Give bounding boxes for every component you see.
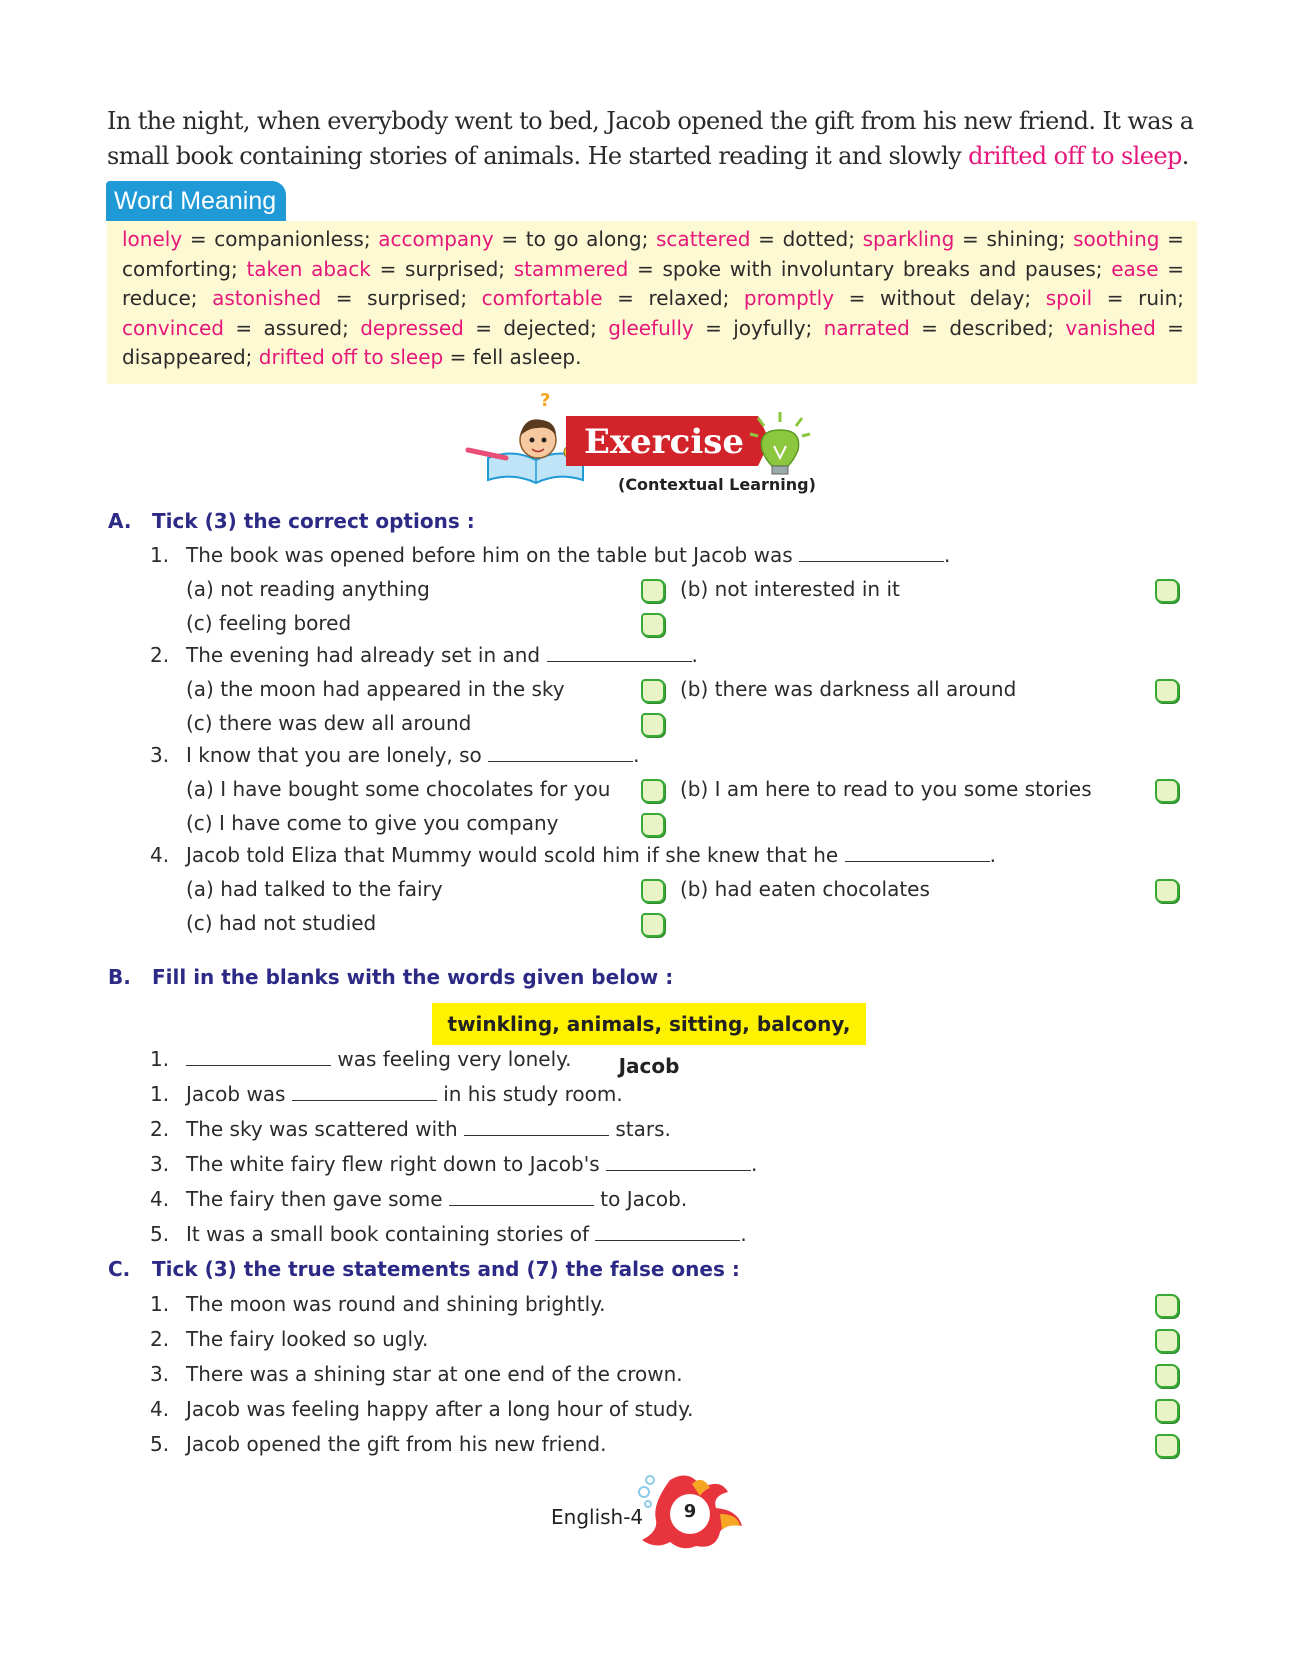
question-4 [150,843,996,867]
exercise-subtitle: (Contextual Learning) [618,475,816,494]
fill-item-5 [150,1187,687,1211]
statement-text: Jacob was feeling happy after a long hour of study. [186,1397,694,1421]
svg-text:?: ? [540,390,551,411]
answer-blank[interactable] [449,1191,594,1206]
section-a-heading [108,509,475,533]
word-meaning-word: scattered [656,227,751,251]
word-meaning-word: ease [1111,256,1159,281]
word-meaning-word: sparkling [862,227,955,251]
option-b: (b) there was darkness all around [680,677,1017,701]
word-meaning-definition: dotted [782,227,849,251]
statement-number: 4. [150,1397,170,1421]
option-b-checkbox[interactable] [1155,579,1179,603]
question-end: . [633,743,640,767]
option-b: (b) not interested in it [680,577,900,601]
item-text: It was a small book containing stories of [186,1222,596,1246]
word-meaning-definition: companionless [214,227,364,251]
option-c: (c) I have come to give you company [186,811,559,835]
statement-5 [150,1432,607,1456]
fill-item-3 [150,1117,671,1141]
word-meaning-definition: reduce [122,286,191,310]
word-meaning-word: comfortable [481,286,603,310]
answer-blank[interactable] [547,647,692,662]
section-b-title: Fill in the blanks with the words given below : [152,965,674,989]
question-number: 2. [150,643,170,667]
question-end: . [691,643,698,667]
true-false-checkbox[interactable] [1155,1434,1179,1458]
answer-blank[interactable] [292,1086,437,1101]
answer-blank[interactable] [464,1121,609,1136]
statement-3 [150,1362,683,1386]
word-meaning-definition: shining [986,227,1059,251]
word-meaning-title: Word Meaning [106,181,286,221]
question-text: I know that you are lonely, so [186,743,489,767]
word-meaning-word: spoil [1045,286,1093,310]
footer-book-label: English-4 [551,1505,644,1529]
statement-number: 3. [150,1362,170,1386]
item-number: 1. [150,1082,170,1106]
statement-number: 2. [150,1327,170,1351]
word-meaning-word: stammered [513,256,629,281]
statement-number: 1. [150,1292,170,1316]
statement-text: The fairy looked so ugly. [186,1327,429,1351]
option-b: (b) I am here to read to you some stories [680,777,1092,801]
word-meaning-word: accompany [378,227,494,251]
word-meaning-definition: fell asleep [472,345,576,369]
intro-highlight: drifted off to sleep [968,142,1182,170]
word-meaning-definition: described [949,315,1048,340]
answer-blank[interactable] [186,1051,331,1066]
question-text: The evening had already set in and [186,643,547,667]
page-number: 9 [683,1501,697,1522]
word-meaning-definition: to go along [525,227,642,251]
option-a: (a) the moon had appeared in the sky [186,677,565,701]
question-text: The book was opened before him on the table but Jacob was [186,543,799,567]
statement-4 [150,1397,693,1421]
section-c-letter: C. [108,1257,131,1281]
word-meaning-definition: assured [263,315,343,340]
item-text-after: was feeling very lonely. [331,1047,572,1071]
section-b-letter: B. [108,965,131,989]
true-false-checkbox[interactable] [1155,1329,1179,1353]
word-meaning-definition: comforting [122,256,231,281]
item-text-after: . [751,1152,758,1176]
option-a-checkbox[interactable] [641,579,665,603]
option-a-checkbox[interactable] [641,879,665,903]
statement-text: Jacob opened the gift from his new friend. [186,1432,607,1456]
option-c: (c) had not studied [186,911,377,935]
item-text: The sky was scattered with [186,1117,465,1141]
question-3 [150,743,640,767]
word-meaning-word: drifted off to sleep [258,345,444,369]
option-b: (b) had eaten chocolates [680,877,930,901]
section-c-title: Tick (3) the true statements and (7) the false ones : [152,1257,740,1281]
word-meaning-definition: without delay [879,286,1025,310]
word-meaning-list: lonely = companionless; accompany = to go along; scattered = dotted; sparkling = shining; soothing = comforting; taken aback = surprised; stammered = spoke with involuntary breaks and pauses; ease = reduce; astonished = surprised; comfortable = relaxed; promptly = without delay; spoil = ruin; convinced = assured; depressed = dejected; gleefully = joyfully; narrated = described; vanished = disappeared; drifted off to sleep = fell asleep. [122,227,1184,369]
statement-1 [150,1292,606,1316]
true-false-checkbox[interactable] [1155,1294,1179,1318]
word-meaning-word: astonished [212,286,322,310]
item-text-after: in his study room. [436,1082,623,1106]
option-b-checkbox[interactable] [1155,879,1179,903]
item-text-after: . [740,1222,747,1246]
item-number: 5. [150,1222,170,1246]
word-meaning-word: vanished [1065,315,1156,340]
section-c-heading [108,1257,740,1281]
option-a: (a) not reading anything [186,577,430,601]
question-text: Jacob told Eliza that Mummy would scold him if she knew that he [186,843,845,867]
exercise-title: Exercise [583,422,745,462]
statement-text: There was a shining star at one end of the crown. [186,1362,683,1386]
word-meaning-definition: surprised [405,256,499,281]
statement-2 [150,1327,428,1351]
question-1 [150,543,950,567]
item-number: 2. [150,1117,170,1141]
question-end: . [943,543,951,567]
fill-item-6 [150,1222,747,1246]
word-meaning-word: convinced [122,315,224,340]
answer-blank[interactable] [799,547,944,562]
answer-blank[interactable] [595,1226,740,1241]
intro-end: . [1181,142,1189,170]
option-a: (a) I have bought some chocolates for you [186,777,611,801]
option-b-checkbox[interactable] [1155,779,1179,803]
word-meaning-definition: joyfully [733,315,806,340]
word-meaning-word: taken aback [246,256,371,281]
item-text: The fairy then gave some [186,1187,449,1211]
fill-item-1 [150,1047,571,1071]
option-a-checkbox[interactable] [641,679,665,703]
word-meaning-word: lonely [122,227,183,251]
option-c-checkbox[interactable] [641,613,665,637]
option-a: (a) had talked to the fairy [186,877,443,901]
word-meaning-definition: relaxed [648,286,723,310]
question-number: 1. [150,543,170,567]
fill-item-4 [150,1152,757,1176]
item-number: 1. [150,1047,170,1071]
word-meaning-word: promptly [743,286,835,310]
statement-number: 5. [150,1432,170,1456]
statement-text: The moon was round and shining brightly. [186,1292,606,1316]
option-c-checkbox[interactable] [641,913,665,937]
option-c-checkbox[interactable] [641,813,665,837]
question-number: 3. [150,743,170,767]
option-c: (c) feeling bored [186,611,352,635]
option-c-checkbox[interactable] [641,713,665,737]
question-end: . [989,843,996,867]
option-a-checkbox[interactable] [641,779,665,803]
word-box: twinkling, animals, sitting, balcony, Jacob [432,1003,866,1045]
item-number: 4. [150,1187,170,1211]
option-c: (c) there was dew all around [186,711,472,735]
item-text-after: to Jacob. [593,1187,688,1211]
answer-blank[interactable] [488,747,633,762]
item-text: Jacob was [186,1082,292,1106]
word-meaning-word: depressed [360,315,464,340]
item-number: 3. [150,1152,170,1176]
section-a-title: Tick (3) the correct options : [152,509,475,533]
true-false-checkbox[interactable] [1155,1364,1179,1388]
section-a-letter: A. [108,509,132,533]
word-meaning-definition: dejected [503,315,591,340]
word-meaning-definition: ruin [1138,286,1178,310]
answer-blank[interactable] [606,1156,751,1171]
true-false-checkbox[interactable] [1155,1399,1179,1423]
word-meaning-word: narrated [823,315,910,340]
word-meaning-definition: surprised [367,286,461,310]
option-b-checkbox[interactable] [1155,679,1179,703]
intro-text: In the night, when everybody went to bed, Jacob opened the gift from his new friend. It was a small book containing stories of animals. He started reading it and slowly [107,107,1194,170]
intro-paragraph [107,104,1197,174]
answer-blank[interactable] [845,847,990,862]
item-text-after: stars. [609,1117,671,1141]
question-2 [150,643,698,667]
item-text: The white fairy flew right down to Jacob's [186,1152,606,1176]
word-meaning-word: soothing [1073,227,1160,251]
word-meaning-definition: spoke with involuntary breaks and pauses [662,256,1096,281]
question-number: 4. [150,843,170,867]
section-b-heading [108,965,673,989]
word-meaning-definition: disappeared [122,345,246,369]
fill-item-2 [150,1082,623,1106]
word-meaning-word: gleefully [608,315,694,340]
